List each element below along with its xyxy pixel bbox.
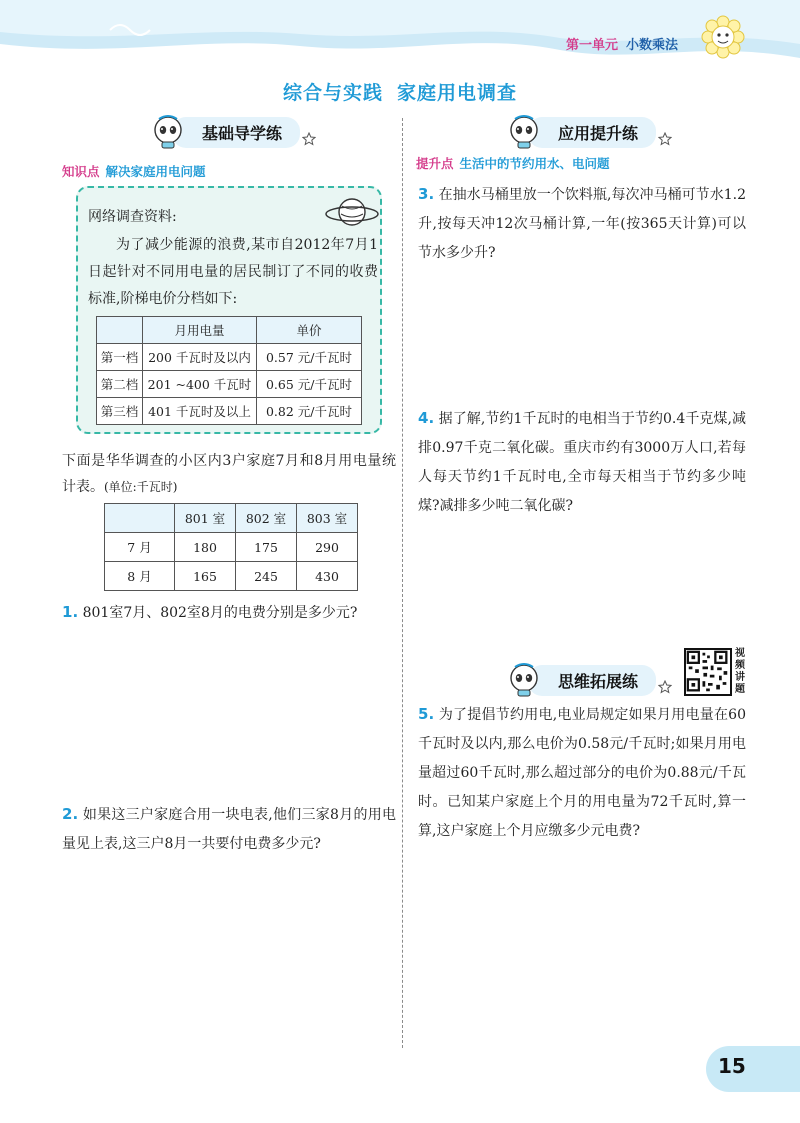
month-cell: 7 月 (105, 533, 175, 562)
month-cell: 8 月 (105, 562, 175, 591)
kp-text: 解决家庭用电问题 (105, 164, 206, 179)
table-header-cell: 月用电量 (143, 317, 257, 344)
tier-price: 0.82 元/千瓦时 (257, 398, 362, 425)
star-icon (658, 132, 672, 146)
question-text: 据了解,节约1千瓦时的电相当于节约0.4千克煤,减排0.97千克二氧化碳。重庆市约有3000万人口,若每人每天节约1千瓦时电,全市每天相当于节约多少吨煤?减排多少吨二氧化碳? (418, 411, 746, 514)
kp-label: 知识点 (62, 164, 100, 179)
usage-cell: 180 (175, 533, 236, 562)
tier-price: 0.65 元/千瓦时 (257, 371, 362, 398)
tier-price-table (96, 316, 362, 425)
usage-cell: 430 (297, 562, 358, 591)
question-2: 2. 如果这三户家庭合用一块电表,他们三家8月的用电量见上表,这三户8月一共要付电费多少元? (62, 805, 396, 852)
knowledge-point (62, 162, 206, 180)
unit-label (566, 34, 678, 53)
kp-text: 生活中的节约用水、电问题 (459, 156, 610, 171)
unit-topic: 小数乘法 (626, 38, 679, 53)
question-5: 5. 为了提倡节约用电,电业局规定如果月用电量在60千瓦时及以内,那么电价为0.58元/千瓦时;如果月用电量超过60千瓦时,那么超过部分的电价为0.88元/千瓦时。已知某户家庭上个月的用电量为72千瓦时,算一算,这户家庭上个月应缴多少元电费? (418, 705, 746, 839)
kp-label: 提升点 (416, 156, 454, 171)
usage-intro (62, 448, 396, 500)
usage-cell: 175 (236, 533, 297, 562)
question-text: 801室7月、802室8月的电费分别是多少元? (82, 605, 358, 621)
qr-label: 视频讲题 (735, 648, 745, 695)
qr-code-icon[interactable] (684, 648, 732, 696)
section-title-apply: 应用提升练 (528, 117, 656, 148)
question-text: 在抽水马桶里放一个饮料瓶,每次冲马桶可节水1.2升,按每天冲12次马桶计算,一年(按365天计算)可以节水多少升? (418, 187, 746, 261)
section-header-basic (150, 114, 316, 150)
question-number: 4 (418, 409, 429, 427)
section-header-apply (506, 114, 672, 150)
tier-name: 第二档 (97, 371, 143, 398)
robot-mascot-icon (506, 662, 542, 698)
table-header-cell: 801 室 (175, 504, 236, 533)
robot-mascot-icon (506, 114, 542, 150)
tier-range: 401 千瓦时及以上 (143, 398, 257, 425)
question-number: 5 (418, 705, 429, 723)
sunflower-mascot-icon (700, 14, 746, 60)
table-row (105, 533, 358, 562)
section-title-basic: 基础导学练 (172, 117, 300, 148)
info-title: 网络调查资料: (88, 209, 177, 225)
question-text: 如果这三户家庭合用一块电表,他们三家8月的用电量见上表,这三户8月一共要付电费多少元? (62, 807, 396, 852)
usage-table (104, 503, 358, 591)
question-1: 1. 801室7月、802室8月的电费分别是多少元? (62, 603, 358, 621)
question-number: 2 (62, 805, 73, 823)
intro-unit: (单位:千瓦时) (104, 480, 178, 494)
page-title (0, 78, 800, 105)
question-number: 3 (418, 185, 429, 203)
tier-range: 201 ~400 千瓦时 (143, 371, 257, 398)
planet-icon (324, 192, 380, 232)
usage-cell: 290 (297, 533, 358, 562)
usage-cell: 245 (236, 562, 297, 591)
question-text: 为了提倡节约用电,电业局规定如果月用电量在60千瓦时及以内,那么电价为0.58元/千瓦时;如果月用电量超过60千瓦时,那么超过部分的电价为0.88元/千瓦时。已知某户家庭上个月的用电量为72千瓦时,算一算,这户家庭上个月应缴多少元电费? (418, 707, 746, 839)
page-number: 15 (718, 1054, 746, 1078)
header-wave-band (0, 0, 800, 70)
table-header-cell: 单价 (257, 317, 362, 344)
question-4: 4. 据了解,节约1千瓦时的电相当于节约0.4千克煤,减排0.97千克二氧化碳。重庆市约有3000万人口,若每人每天节约1千瓦时电,全市每天相当于节约多少吨煤?减排多少吨二氧化碳? (418, 409, 746, 514)
star-icon (658, 680, 672, 694)
table-row (105, 562, 358, 591)
info-paragraph: 为了减少能源的浪费,某市自2012年7月1日起针对不同用电量的居民制订了不同的收费标准,阶梯电价分档如下: (88, 237, 378, 307)
table-header-row (97, 317, 362, 344)
star-icon (302, 132, 316, 146)
intro-text: 下面是华华调查的小区内3户家庭7月和8月用电量统计表。 (62, 453, 396, 495)
improvement-point (416, 154, 610, 172)
table-header-row (105, 504, 358, 533)
section-header-extend (506, 662, 672, 698)
tier-name: 第一档 (97, 344, 143, 371)
title-part2: 家庭用电调查 (397, 82, 518, 104)
table-row (97, 344, 362, 371)
table-row (97, 371, 362, 398)
usage-cell: 165 (175, 562, 236, 591)
column-divider (402, 118, 403, 1048)
table-header-cell (105, 504, 175, 533)
question-3: 3. 在抽水马桶里放一个饮料瓶,每次冲马桶可节水1.2升,按每天冲12次马桶计算,一年(按365天计算)可以节水多少升? (418, 185, 746, 261)
table-header-cell (97, 317, 143, 344)
table-header-cell: 802 室 (236, 504, 297, 533)
survey-info-box (76, 186, 382, 434)
table-row (97, 398, 362, 425)
question-number: 1 (62, 603, 73, 621)
section-title-extend: 思维拓展练 (528, 665, 656, 696)
tier-price: 0.57 元/千瓦时 (257, 344, 362, 371)
unit-name: 第一单元 (566, 38, 619, 53)
tier-range: 200 千瓦时及以内 (143, 344, 257, 371)
table-header-cell: 803 室 (297, 504, 358, 533)
title-part1: 综合与实践 (282, 82, 383, 104)
tier-name: 第三档 (97, 398, 143, 425)
robot-mascot-icon (150, 114, 186, 150)
